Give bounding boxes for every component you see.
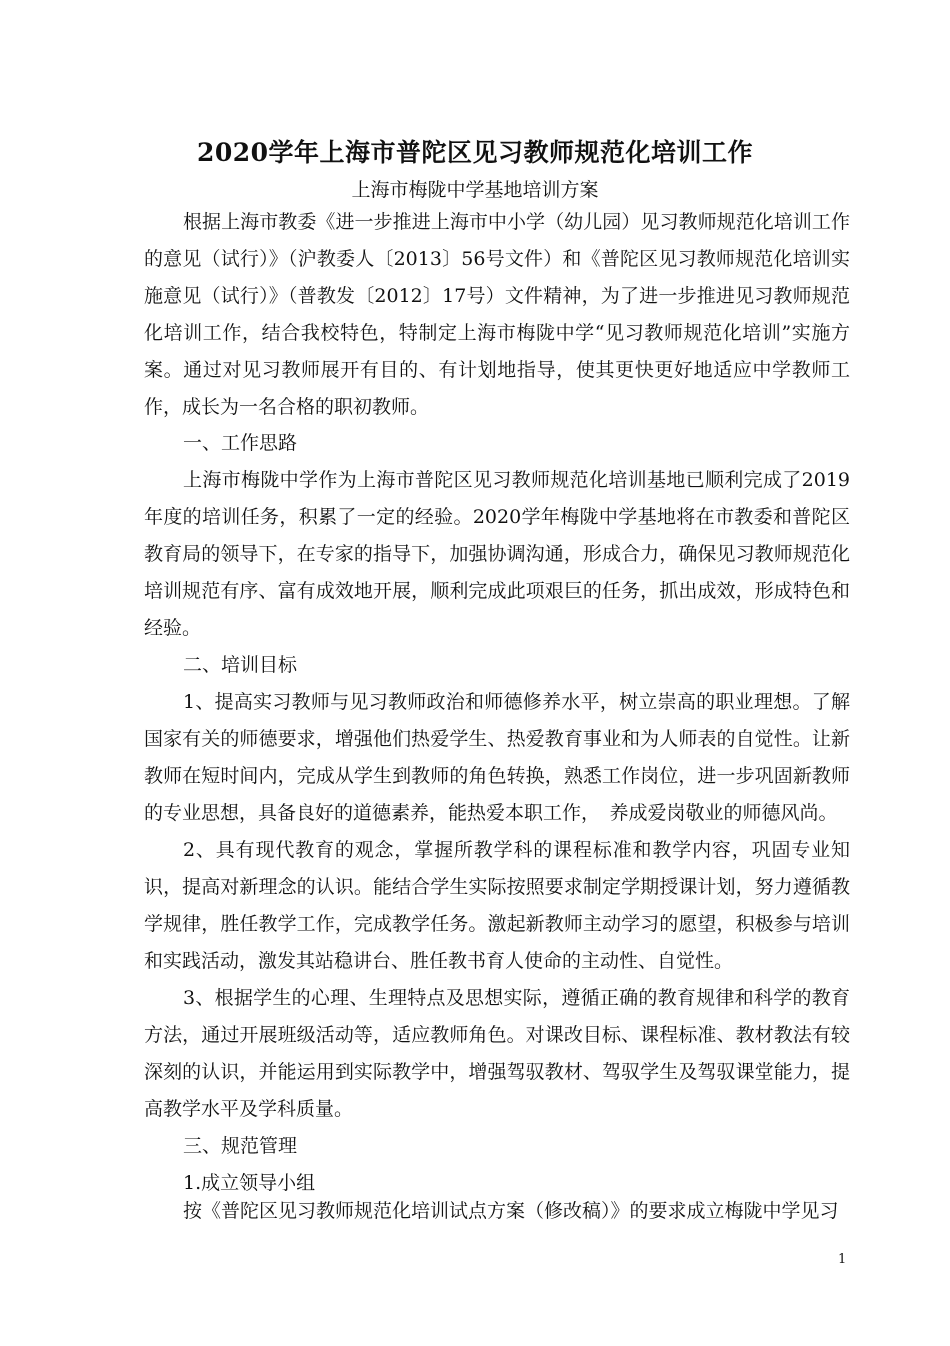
document-subtitle: 上海市梅陇中学基地培训方案 (351, 179, 599, 201)
page-number: 1 (838, 1252, 847, 1267)
goal-1-paragraph: 1、提高实习教师与见习教师政治和师德修养水平，树立崇高的职业理想。了解国家有关的师德要求，增强他们热爱学生、热爱教育事业和为人师表的自觉性。让新教师在短时间内，完成从学生到教师的角色转换，熟悉工作岗位，进一步巩固新教师的专业思想，具备良好的道德素养，能热爱本职工作， 养成爱岗敬业的师德风尚。 (144, 691, 850, 824)
document-title: 2020学年上海市普陀区见习教师规范化培训工作 (196, 138, 754, 167)
goal-2-paragraph: 2、具有现代教育的观念，掌握所教学科的课程标准和教学内容，巩固专业知识，提高对新理念的认识。能结合学生实际按照要求制定学期授课计划，努力遵循教学规律，胜任教学工作，完成教学任务。激起新教师主动学习的愿望，积极参与培训和实践活动，激发其站稳讲台、胜任教书育人使命的主动性、自觉性。 (144, 839, 850, 972)
section-heading-training-goals: 二、培训目标 (183, 654, 298, 676)
intro-paragraph: 根据上海市教委《进一步推进上海市中小学（幼儿园）见习教师规范化培训工作的意见（试行）》（沪教委人〔2013〕56号文件）和《普陀区见习教师规范化培训实施意见（试行）》（普教发〔2012〕17号）文件精神，为了进一步推进见习教师规范化培训工作，结合我校特色，特制定上海市梅陇中学“见习教师规范化培训”实施方案。通过对见习教师展开有目的、有计划地指导，使其更快更好地适应中学教师工作，成长为一名合格的职初教师。 (144, 211, 850, 418)
goal-3-paragraph: 3、根据学生的心理、生理特点及思想实际，遵循正确的教育规律和科学的教育方法，通过开展班级活动等，适应教师角色。对课改目标、课程标准、教材教法有较深刻的认识，并能运用到实际教学中，增强驾驭教材、驾驭学生及驾驭课堂能力，提高教学水平及学科质量。 (144, 987, 850, 1120)
section-heading-standard-management: 三、规范管理 (183, 1135, 298, 1157)
leadership-group-paragraph: 按《普陀区见习教师规范化培训试点方案（修改稿）》的要求成立梅陇中学见习 (183, 1200, 839, 1222)
work-approach-paragraph: 上海市梅陇中学作为上海市普陀区见习教师规范化培训基地已顺利完成了2019年度的培训任务，积累了一定的经验。2020学年梅陇中学基地将在市教委和普陀区教育局的领导下，在专家的指导下，加强协调沟通，形成合力，确保见习教师规范化培训规范有序、富有成效地开展，顺利完成此项艰巨的任务，抓出成效，形成特色和经验。 (144, 469, 850, 639)
subsection-heading-leadership-group: 1.成立领导小组 (183, 1172, 316, 1194)
section-heading-work-approach: 一、工作思路 (183, 432, 298, 454)
